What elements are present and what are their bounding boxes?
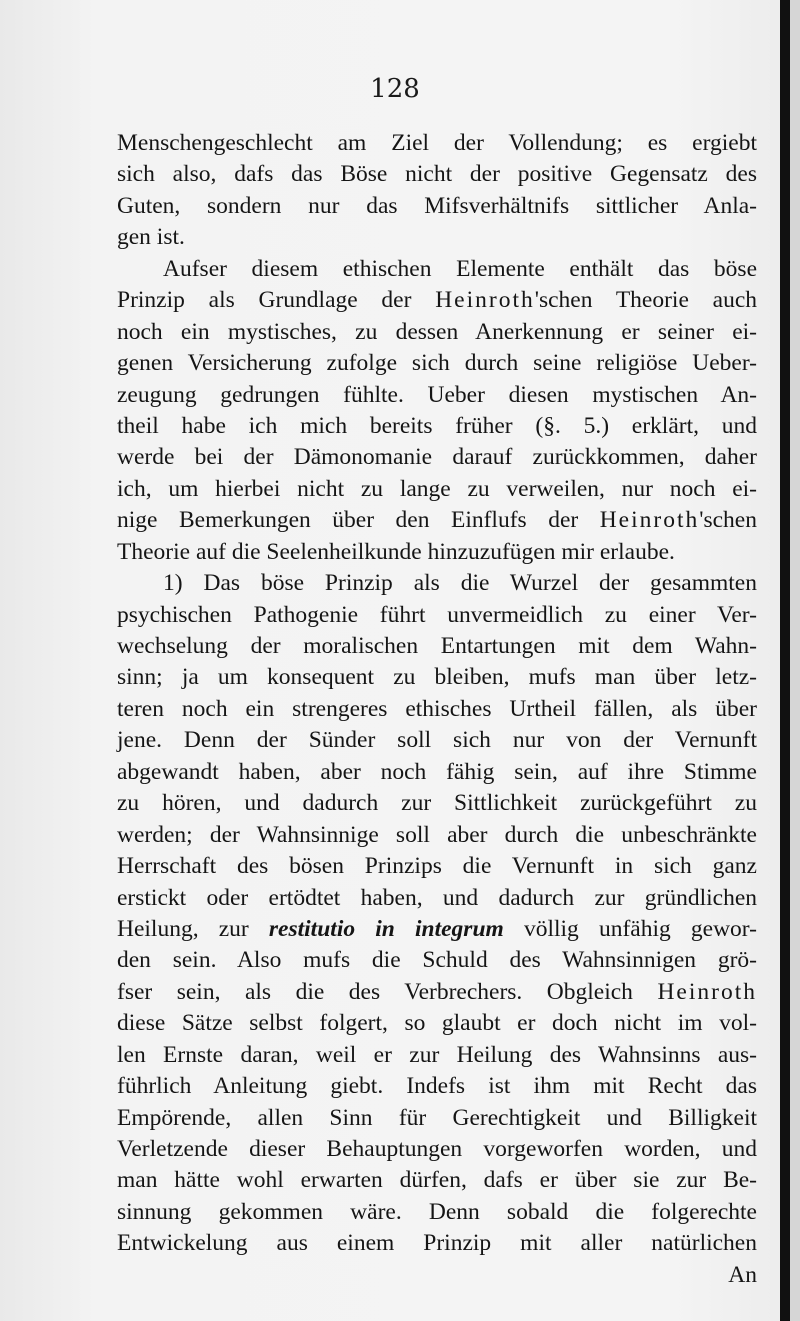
catchword: An (728, 1261, 757, 1288)
text-line: jene. Denn der Sünder soll sich nur von der Vernunft (117, 727, 757, 754)
latin-phrase: restitutio in integrum (268, 915, 504, 942)
text-line: Herrschaft des bösen Prinzips die Vernunft in sich ganz (117, 853, 757, 880)
text-line: erstickt oder ertödtet haben, und dadurch zur gründlichen (117, 884, 757, 911)
page-number: 128 (370, 74, 420, 104)
text-line: Empörende, allen Sinn für Gerechtigkeit und Billigkeit (117, 1104, 757, 1131)
text-line: man hätte wohl erwarten dürfen, dafs er über sie zur Be- (117, 1167, 757, 1194)
text-line: abgewandt haben, aber noch fähig sein, auf ihre Stimme (117, 758, 757, 785)
text-line: werde bei der Dämonomanie darauf zurückkommen, daher (117, 444, 757, 471)
text-line: führlich Anleitung giebt. Indefs ist ihm mit Recht das (117, 1073, 757, 1100)
text-line: den sein. Also mufs die Schuld des Wahnsinnigen grö- (117, 947, 757, 974)
text-line: gen ist. (117, 224, 185, 251)
text-line: sinnung gekommen wäre. Denn sobald die folgerechte (117, 1198, 757, 1225)
text-line: werden; der Wahnsinnige soll aber durch die unbeschränkte (117, 821, 757, 848)
text-line: len Ernste daran, weil er zur Heilung des Wahnsinns aus- (117, 1041, 757, 1068)
text-line: sich also, dafs das Böse nicht der positive Gegensatz des (117, 161, 757, 188)
text-line: Menschengeschlecht am Ziel der Vollendung; es ergiebt (117, 130, 757, 156)
text-line: diese Sätze selbst folgert, so glaubt er doch nicht im vol- (117, 1010, 757, 1037)
text-line: psychischen Pathogenie führt unvermeidlich zu einer Ver- (117, 601, 757, 628)
text-line: Verletzende dieser Behauptungen vorgeworfen worden, und (117, 1136, 757, 1162)
emphasized-name: Heinroth (599, 507, 700, 534)
text-line: Aufser diesem ethischen Elemente enthält das böse (163, 255, 757, 282)
emphasized-name: Heinroth (657, 978, 757, 1005)
text-line: sinn; ja um konsequent zu bleiben, mufs man über letz- (117, 664, 757, 691)
text-line: zeugung gedrungen fühlte. Ueber diesen mystischen An- (117, 381, 757, 408)
text-line: Prinzip als Grundlage der Heinroth'schen Theorie auch (117, 287, 758, 314)
text-line: 1) Das böse Prinzip als die Wurzel der gesammten (163, 570, 757, 597)
text-line: fser sein, als die des Verbrechers. Obgleich Heinroth (117, 978, 757, 1005)
text-line: theil habe ich mich bereits früher (§. 5.) erklärt, und (117, 412, 757, 439)
text-line: noch ein mystisches, zu dessen Anerkennung er seiner ei- (117, 318, 757, 345)
text-line: Entwickelung aus einem Prinzip mit aller natürlichen (117, 1230, 757, 1257)
emphasized-name: Heinroth (435, 287, 535, 314)
text-line: ich, um hierbei nicht zu lange zu verweilen, nur noch ei- (117, 475, 757, 502)
text-line: nige Bemerkungen über den Einflufs der Heinroth'schen (117, 507, 757, 534)
text-line: teren noch ein strengeres ethisches Urtheil fällen, als über (117, 695, 757, 722)
text-line: Heilung, zur restitutio in integrum völlig unfähig gewor- (117, 915, 757, 942)
text-line: Guten, sondern nur das Mifsverhältnifs sittlicher Anla- (117, 192, 757, 219)
text-line: zu hören, und dadurch zur Sittlichkeit zurückgeführt zu (117, 790, 757, 817)
page-edge-shadow (780, 0, 790, 1321)
text-line: genen Versicherung zufolge sich durch seine religiöse Ueber- (117, 350, 757, 377)
text-line: Theorie auf die Seelenheilkunde hinzuzufügen mir erlaube. (117, 538, 675, 565)
body-text (117, 128, 757, 1291)
text-line: wechselung der moralischen Entartungen mit dem Wahn- (117, 633, 757, 659)
